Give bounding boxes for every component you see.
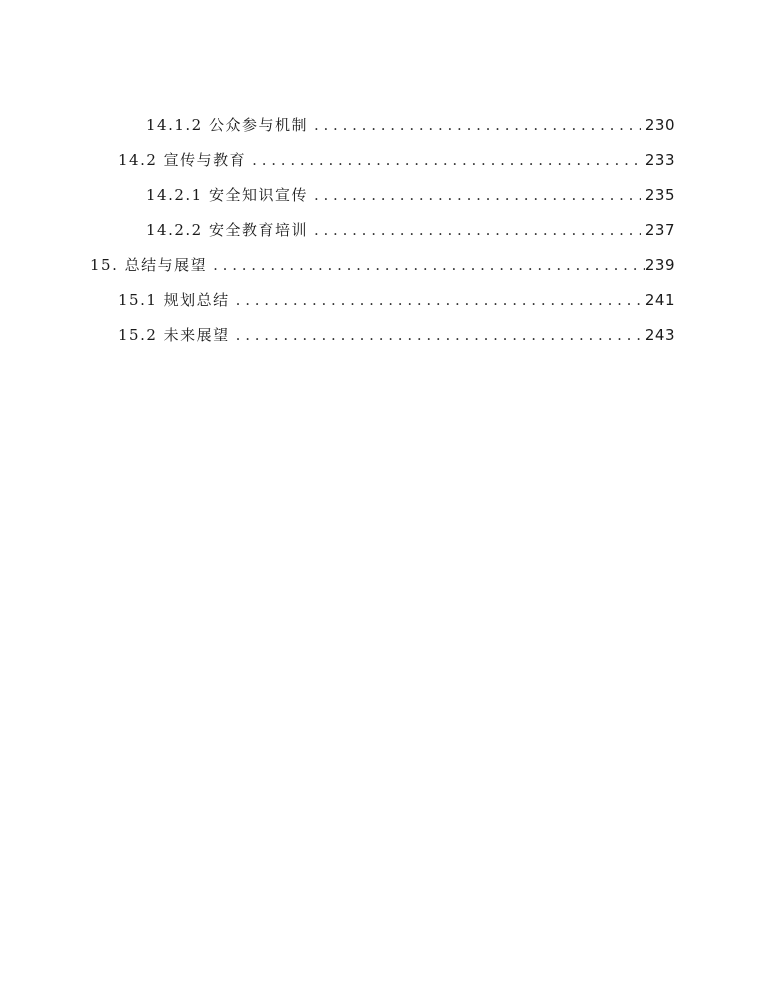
toc-dot-leader bbox=[314, 221, 641, 239]
toc-dot-leader bbox=[252, 151, 641, 169]
toc-page-number: 239 bbox=[644, 256, 675, 274]
toc-entry-label: 14.2.1 安全知识宣传 bbox=[146, 186, 308, 204]
toc-dot-leader bbox=[213, 256, 645, 274]
toc-dot-leader bbox=[314, 186, 641, 204]
toc-page-number: 235 bbox=[644, 186, 675, 204]
toc-entry-label: 14.2 宣传与教育 bbox=[118, 151, 247, 169]
toc-entry-label: 15.2 未来展望 bbox=[118, 326, 230, 344]
toc-entry-14-2[interactable] bbox=[0, 149, 675, 177]
toc-entry-label: 14.1.2 公众参与机制 bbox=[146, 116, 308, 134]
toc-page-number: 237 bbox=[644, 221, 675, 239]
toc-entry-15-2[interactable] bbox=[0, 324, 675, 352]
toc-entry-14-2-2[interactable] bbox=[0, 219, 675, 247]
toc-dot-leader bbox=[236, 291, 641, 309]
toc-entry-14-2-1[interactable] bbox=[0, 184, 675, 212]
toc-entry-15-1[interactable] bbox=[0, 289, 675, 317]
toc-dot-leader bbox=[314, 116, 641, 134]
toc-dot-leader bbox=[236, 326, 641, 344]
toc-page-number: 243 bbox=[644, 326, 675, 344]
toc-page-number: 233 bbox=[644, 151, 675, 169]
toc-entry-label: 14.2.2 安全教育培训 bbox=[146, 221, 308, 239]
toc-entry-label: 15.1 规划总结 bbox=[118, 291, 230, 309]
toc-page-number: 241 bbox=[644, 291, 675, 309]
toc-page-number: 230 bbox=[644, 116, 675, 134]
toc-entry-14-1-2[interactable] bbox=[0, 114, 675, 142]
toc-entry-label: 15. 总结与展望 bbox=[90, 256, 208, 274]
toc-entry-15[interactable] bbox=[0, 254, 675, 282]
